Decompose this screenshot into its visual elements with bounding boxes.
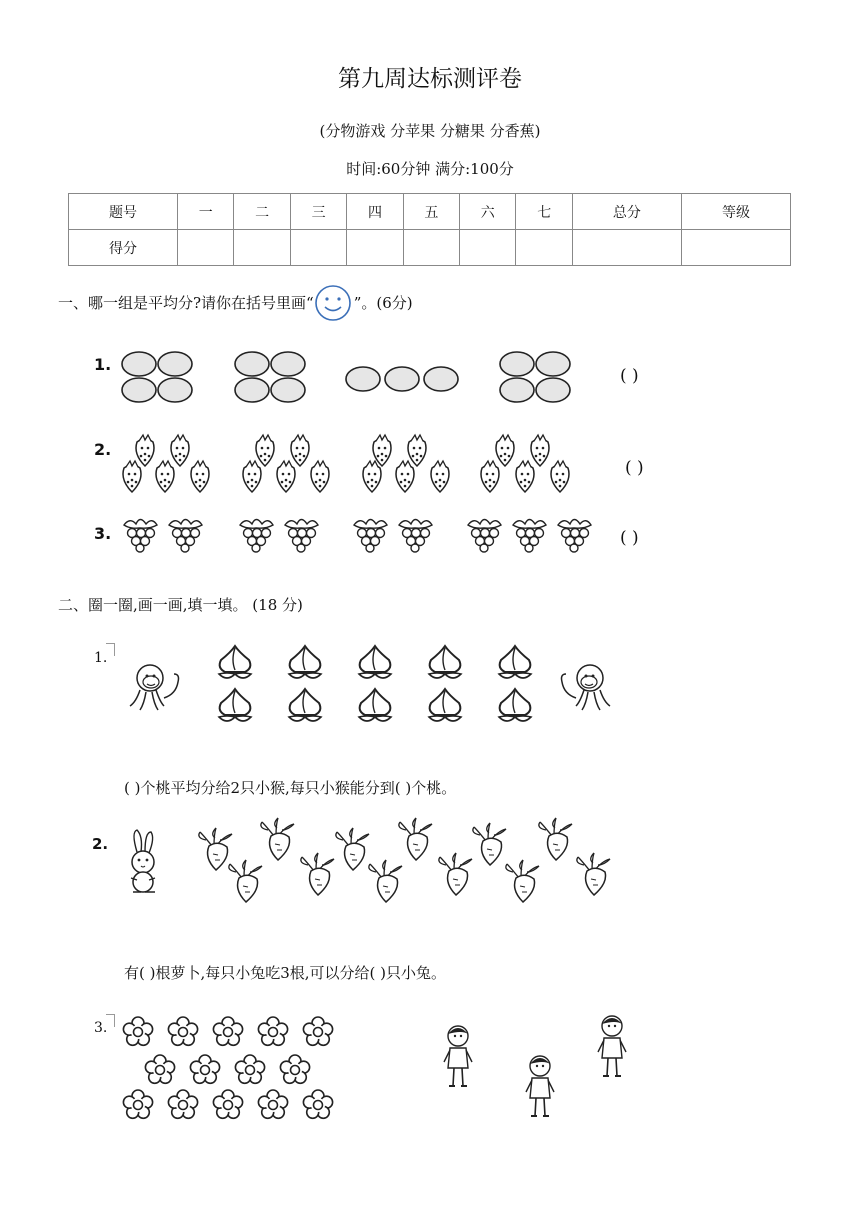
- section1-title-after: ”。(6分): [353, 294, 413, 312]
- grape-group-1: [124, 520, 202, 553]
- score-table-score-row: [69, 230, 791, 266]
- strawberry-group-1: [123, 435, 209, 492]
- monkey-right: [562, 665, 611, 710]
- egg-group-4: [500, 352, 570, 402]
- monkeys-peaches-picture: [110, 640, 670, 730]
- rabbit: [131, 830, 155, 892]
- children-picture: [420, 1012, 640, 1132]
- egg-group-3: [346, 367, 458, 391]
- question-sentence: 有( )根萝卜,每只小兔吃3根,可以分给( )只小兔。: [124, 964, 447, 982]
- flowers-picture: [110, 1012, 350, 1122]
- score-header-cell: 一: [178, 194, 234, 230]
- question-number: 3.: [94, 1020, 108, 1036]
- egg-group-2: [235, 352, 305, 402]
- page-subtitle: (分物游戏 分苹果 分糖果 分香蕉): [319, 122, 541, 140]
- question-number: 1.: [94, 355, 112, 374]
- score-header-cell: 二: [234, 194, 290, 230]
- score-header-cell: 题号: [69, 194, 178, 230]
- strawberry-groups: [110, 430, 710, 500]
- section1-title-before: 一、哪一组是平均分?请你在括号里画“: [58, 294, 314, 312]
- score-cell[interactable]: [347, 230, 403, 266]
- rabbit-radishes-picture: [110, 820, 630, 920]
- answer-parens[interactable]: ( ): [620, 366, 639, 386]
- score-cell[interactable]: [681, 230, 790, 266]
- child-left: [444, 1026, 472, 1086]
- child-middle: [526, 1056, 554, 1116]
- smiley-icon: [314, 293, 354, 315]
- score-header-cell: 五: [403, 194, 459, 230]
- score-row-label: 得分: [69, 230, 178, 266]
- answer-parens[interactable]: ( ): [620, 528, 639, 548]
- page-title: 第九周达标测评卷: [338, 66, 522, 92]
- score-cell[interactable]: [403, 230, 459, 266]
- answer-parens[interactable]: ( ): [625, 458, 644, 478]
- grape-group-4: [468, 520, 591, 553]
- section2-title: 二、圈一圈,画一画,填一填。 (18 分): [58, 596, 303, 614]
- score-table: [68, 193, 791, 266]
- grape-group-3: [354, 520, 432, 553]
- score-cell[interactable]: [290, 230, 346, 266]
- question-number: 3.: [94, 524, 112, 543]
- strawberry-group-4: [481, 435, 569, 492]
- score-cell[interactable]: [234, 230, 290, 266]
- score-cell[interactable]: [460, 230, 516, 266]
- score-header-cell: 三: [290, 194, 346, 230]
- grape-group-2: [240, 520, 318, 553]
- question-number: 2.: [92, 835, 109, 853]
- question-number: 1.: [94, 650, 108, 666]
- egg-group-1: [122, 352, 192, 402]
- section1-title: [58, 292, 413, 315]
- score-cell[interactable]: [178, 230, 234, 266]
- time-info: 时间:60分钟 满分:100分: [346, 160, 514, 178]
- question-sentence: ( )个桃平均分给2只小猴,每只小猴能分到( )个桃。: [124, 779, 457, 797]
- score-header-cell: 等级: [681, 194, 790, 230]
- child-right: [598, 1016, 626, 1076]
- score-header-cell: 六: [460, 194, 516, 230]
- score-header-cell: 四: [347, 194, 403, 230]
- score-cell[interactable]: [572, 230, 681, 266]
- score-header-cell: 总分: [572, 194, 681, 230]
- strawberry-group-3: [363, 435, 449, 492]
- score-cell[interactable]: [516, 230, 572, 266]
- score-table-header-row: [69, 194, 791, 230]
- question-number: 2.: [94, 440, 112, 459]
- monkey-left: [130, 665, 179, 710]
- strawberry-group-2: [243, 435, 329, 492]
- score-header-cell: 七: [516, 194, 572, 230]
